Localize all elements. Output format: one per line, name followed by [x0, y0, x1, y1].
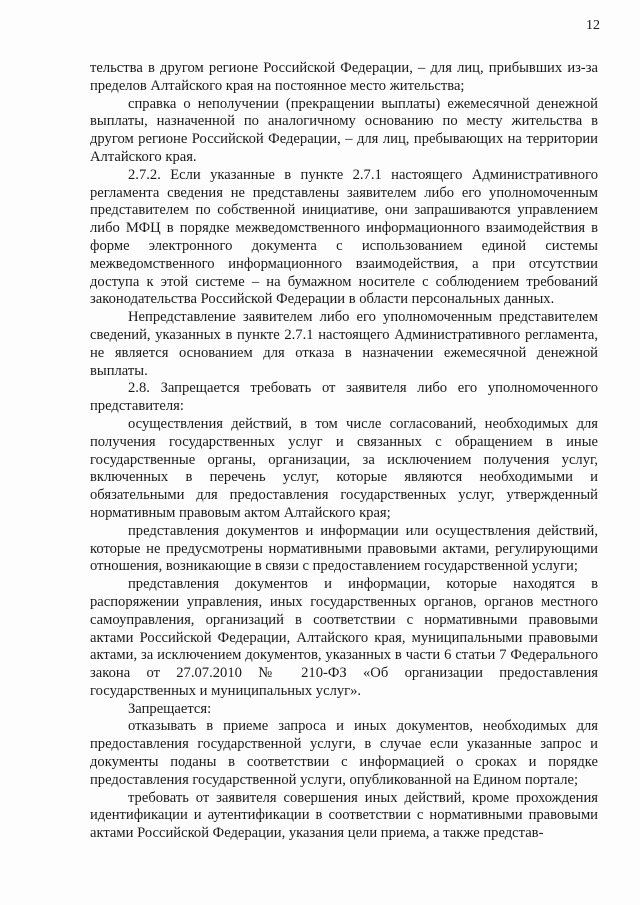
paragraph-actions: осуществления действий, в том числе согласований, необходимых для получения государственных услуг и связанных с обращением в иные государственные органы, организации, за исключением получения услуг, включенных в перечень услуг, которые являются необходимыми и обязательными для предоставления государственных услуг, утвержденный нормативным правовым актом Алтайского края; [90, 415, 598, 521]
paragraph-nonsubmission: Непредставление заявителем либо его уполномоченным представителем сведений, указанных в пункте 2.7.1 настоящего Административного регламента, не является основанием для отказа в назначении ежемесячной денежной выплаты. [90, 309, 598, 379]
paragraph-documents-held: представления документов и информации, которые находятся в распоряжении управления, иных государственных органов, органов местного самоуправления, организаций в соответствии с нормативными правовыми актами Российской Федерации, Алтайского края, муниципальными правовыми актами, за исключением документов, указанных в части 6 статьи 7 Федерального закона от 27.07.2010 № 210-ФЗ «Об организации предоставления государственных и муниципальных услуг». [90, 576, 598, 699]
paragraph-documents-actions: представления документов и информации или осуществления действий, которые не предусмотрены нормативными правовыми актами, регулирующими отношения, возникающие в связи с предоставлением государственной услуги; [90, 522, 598, 575]
paragraph-prohibited: Запрещается: [128, 700, 212, 717]
paragraph-continuation: тельства в другом регионе Российской Федерации, – для лиц, прибывших из-за пределов Алтайского края на постоянное место жительства; [90, 60, 598, 94]
paragraph-2-8: 2.8. Запрещается требовать от заявителя либо его уполномоченного представителя: [90, 380, 598, 415]
paragraph-certificate: справка о неполучении (прекращении выплаты) ежемесячной денежной выплаты, назначенной по аналогичному основанию по месту жительства в другом регионе Российской Федерации, – для лиц, пребывающих на территории Алтайского края. [90, 95, 598, 165]
paragraph-2-7-2: 2.7.2. Если указанные в пункте 2.7.1 настоящего Административного регламента сведения не представлены заявителем либо его уполномоченным представителем по собственной инициативе, они запрашиваются управлением либо МФЦ в порядке межведомственного информационного взаимодействия в форме электронного документа с использованием единой системы межведомственного информационного взаимодействия, а при отсутствии доступа к этой системе – на бумажном носителе с соблюдением требований законодательства Российской Федерации в области персональных данных. [90, 166, 598, 308]
document-body [90, 60, 598, 843]
paragraph-require-actions: требовать от заявителя совершения иных действий, кроме прохождения идентификации и аутентификации в соответствии с нормативными правовыми актами Российской Федерации, указания цели приема, а также представ- [90, 789, 598, 842]
paragraph-refuse-request: отказывать в приеме запроса и иных документов, необходимых для предоставления государственной услуги, в случае если указанные запрос и документы поданы в соответствии с информацией о сроках и порядке предоставления государственной услуги, опубликованной на Едином портале; [90, 718, 598, 788]
page-number: 12 [586, 18, 600, 33]
